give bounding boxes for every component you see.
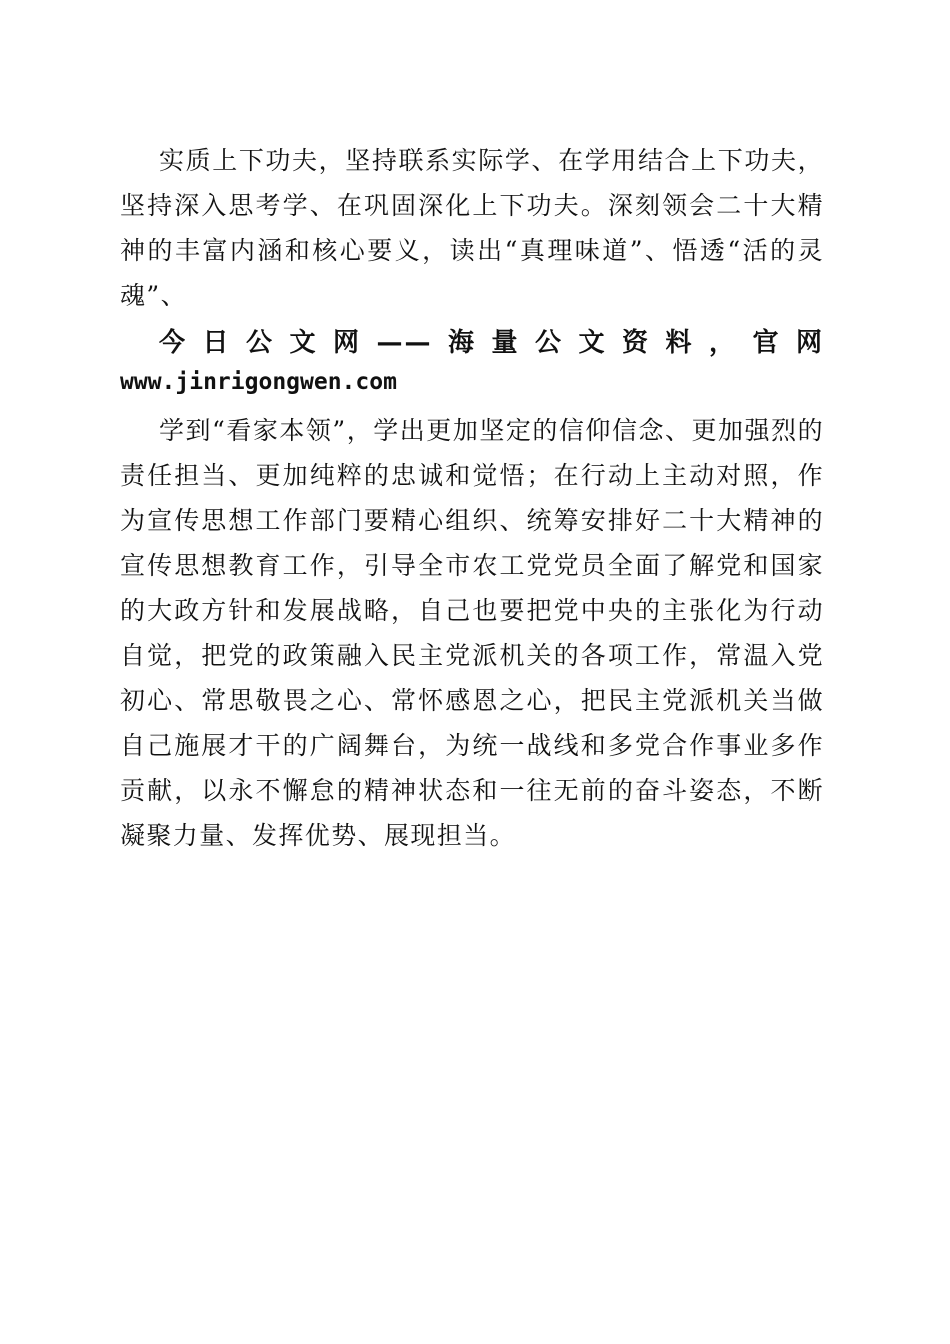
banner-url: www.jinrigongwen.com bbox=[120, 369, 397, 395]
body-paragraph-2: 学到“看家本领”，学出更加坚定的信仰信念、更加强烈的责任担当、更加纯粹的忠诚和觉悟；在行动上主动对照，作为宣传思想工作部门要精心组织、统筹安排好二十大精神的宣传思想教育工作，引导全市农工党党员全面了解党和国家的大政方针和发展战略，自己也要把党中央的主张化为行动自觉，把党的政策融入民主党派机关的各项工作，常温入党初心、常思敬畏之心、常怀感恩之心，把民主党派机关当做自己施展才干的广阔舞台，为统一战线和多党合作事业多作贡献，以永不懈怠的精神状态和一往无前的奋斗姿态，不断凝聚力量、发挥优势、展现担当。 bbox=[120, 416, 824, 850]
website-banner bbox=[120, 322, 824, 400]
banner-title: 今日公文网——海量公文资料，官网 bbox=[159, 328, 824, 358]
body-paragraph-1: 实质上下功夫，坚持联系实际学、在学用结合上下功夫，坚持深入思考学、在巩固深化上下功夫。深刻领会二十大精神的丰富内涵和核心要义，读出“真理味道”、悟透“活的灵魂”、 bbox=[120, 146, 824, 310]
